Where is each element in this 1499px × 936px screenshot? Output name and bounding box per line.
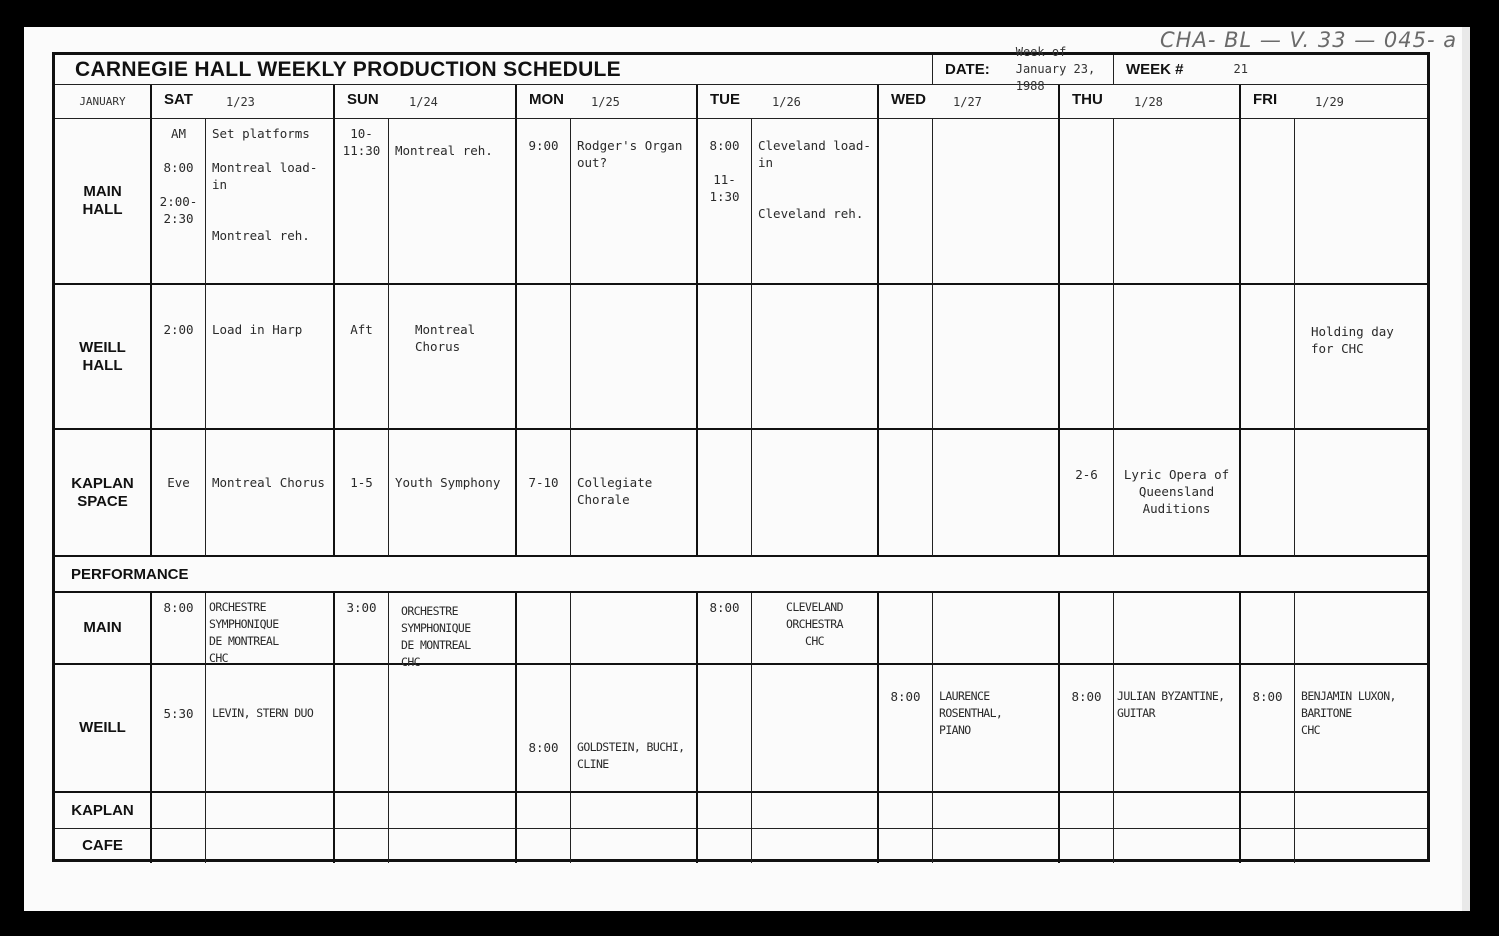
kaplan-space-fri-time <box>1241 430 1295 557</box>
day-name: FRI <box>1253 91 1278 108</box>
perf-weill-wed-time: 8:00 <box>879 665 933 793</box>
perf-weill-sat-event: LEVIN, STERN DUO <box>206 665 335 793</box>
weill-hall-tue-event <box>752 285 879 430</box>
kaplan-space-fri-event <box>1295 430 1427 557</box>
perf-kaplan-wed-time <box>879 793 933 829</box>
day-name: THU <box>1072 91 1103 108</box>
perf-kaplan-fri-event <box>1295 793 1427 829</box>
perf-kaplan-tue-event <box>752 793 879 829</box>
day-date: 1/23 <box>226 95 255 109</box>
perf-weill-thu-event: JULIAN BYZANTINE, GUITAR <box>1114 665 1241 793</box>
date-label: DATE: <box>945 61 990 78</box>
weill-hall-thu-time <box>1060 285 1114 430</box>
perf-cafe-thu-time <box>1060 829 1114 863</box>
perf-main-thu-time <box>1060 593 1114 665</box>
perf-cafe-thu-event <box>1114 829 1241 863</box>
day-header-wed <box>879 85 1060 119</box>
kaplan-space-tue-time <box>698 430 752 557</box>
day-date: 1/26 <box>772 95 801 109</box>
weill-hall-tue-time <box>698 285 752 430</box>
perf-main-wed-time <box>879 593 933 665</box>
main-hall-fri-time <box>1241 119 1295 285</box>
weill-hall-sun-time: Aft <box>335 285 389 430</box>
weill-hall-fri-event: Holding day for CHC <box>1295 285 1427 430</box>
perf-weill-thu-time: 8:00 <box>1060 665 1114 793</box>
day-name: MON <box>529 91 564 108</box>
perf-cafe-sat-time <box>152 829 206 863</box>
perf-kaplan-sat-event <box>206 793 335 829</box>
perf-weill-fri-time: 8:00 <box>1241 665 1295 793</box>
perf-cafe-wed-time <box>879 829 933 863</box>
perf-main-sat-time: 8:00 <box>152 593 206 665</box>
perf-cafe-fri-time <box>1241 829 1295 863</box>
main-hall-fri-event <box>1295 119 1427 285</box>
kaplan-space-sat-event: Montreal Chorus <box>206 430 335 557</box>
row-label-kaplan-space: KAPLAN SPACE <box>55 430 152 557</box>
kaplan-space-thu-time: 2-6 <box>1060 430 1114 557</box>
perf-main-mon-time <box>517 593 571 665</box>
perf-cafe-sun-time <box>335 829 389 863</box>
perf-main-fri-event <box>1295 593 1427 665</box>
row-label-main-hall: MAIN HALL <box>55 119 152 285</box>
perf-main-wed-event <box>933 593 1060 665</box>
day-date: 1/27 <box>953 95 982 109</box>
perf-weill-fri-event: BENJAMIN LUXON, BARITONE CHC <box>1295 665 1427 793</box>
kaplan-space-sun-time: 1-5 <box>335 430 389 557</box>
day-header-mon <box>517 85 698 119</box>
main-hall-tue-time: 8:00 11- 1:30 <box>698 119 752 285</box>
kaplan-space-wed-time <box>879 430 933 557</box>
main-hall-thu-time <box>1060 119 1114 285</box>
row-label-weill-hall: WEILL HALL <box>55 285 152 430</box>
paper-edge <box>1462 27 1470 911</box>
weill-hall-wed-event <box>933 285 1060 430</box>
perf-weill-sun-time <box>335 665 389 793</box>
kaplan-space-mon-time: 7-10 <box>517 430 571 557</box>
day-date: 1/24 <box>409 95 438 109</box>
perf-kaplan-wed-event <box>933 793 1060 829</box>
month-label: JANUARY <box>55 85 152 119</box>
day-name: SUN <box>347 91 379 108</box>
perf-main-sat-event: ORCHESTRE SYMPHONIQUE DE MONTREAL CHC <box>206 593 335 665</box>
perf-weill-wed-event: LAURENCE ROSENTHAL, PIANO <box>933 665 1060 793</box>
day-header-sat <box>152 85 335 119</box>
perf-kaplan-mon-event <box>571 793 698 829</box>
kaplan-space-wed-event <box>933 430 1060 557</box>
weill-hall-wed-time <box>879 285 933 430</box>
perf-main-fri-time <box>1241 593 1295 665</box>
main-hall-tue-event: Cleveland load-in Cleveland reh. <box>752 119 879 285</box>
perf-cafe-tue-time <box>698 829 752 863</box>
main-hall-wed-time <box>879 119 933 285</box>
week-label: WEEK # <box>1126 61 1184 78</box>
perf-weill-mon-event: GOLDSTEIN, BUCHI, CLINE <box>571 665 698 793</box>
main-hall-mon-time: 9:00 <box>517 119 571 285</box>
perf-main-sun-time: 3:00 <box>335 593 389 665</box>
week-value: 21 <box>1233 62 1248 76</box>
day-header-sun <box>335 85 517 119</box>
row-label-cafe: CAFE <box>55 829 152 863</box>
day-header-tue <box>698 85 879 119</box>
schedule-title: CARNEGIE HALL WEEKLY PRODUCTION SCHEDULE <box>55 55 933 85</box>
perf-cafe-mon-time <box>517 829 571 863</box>
day-header-fri <box>1241 85 1427 119</box>
kaplan-space-tue-event <box>752 430 879 557</box>
perf-main-mon-event <box>571 593 698 665</box>
kaplan-space-sat-time: Eve <box>152 430 206 557</box>
weill-hall-sat-time: 2:00 <box>152 285 206 430</box>
row-label-main: MAIN <box>55 593 152 665</box>
perf-cafe-sun-event <box>389 829 517 863</box>
main-hall-mon-event: Rodger's Organ out? <box>571 119 698 285</box>
date-value: Week of January 23, 1988 <box>1015 45 1096 93</box>
perf-weill-mon-time: 8:00 <box>517 665 571 793</box>
perf-kaplan-sat-time <box>152 793 206 829</box>
production-schedule-table <box>52 45 1430 862</box>
row-label-kaplan: KAPLAN <box>55 793 152 829</box>
main-hall-thu-event <box>1114 119 1241 285</box>
perf-cafe-wed-event <box>933 829 1060 863</box>
weill-hall-sat-event: Load in Harp <box>206 285 335 430</box>
kaplan-space-mon-event: Collegiate Chorale <box>571 430 698 557</box>
row-label-weill: WEILL <box>55 665 152 793</box>
perf-kaplan-mon-time <box>517 793 571 829</box>
day-header-thu <box>1060 85 1241 119</box>
day-name: WED <box>891 91 926 108</box>
main-hall-wed-event <box>933 119 1060 285</box>
main-hall-sat-event: Set platforms Montreal load-in Montreal reh. <box>206 119 335 285</box>
perf-kaplan-sun-event <box>389 793 517 829</box>
day-name: TUE <box>710 91 740 108</box>
perf-weill-tue-time <box>698 665 752 793</box>
weill-hall-mon-event <box>571 285 698 430</box>
day-name: SAT <box>164 91 193 108</box>
handwritten-catalog-number: CHA- BL — V. 33 — 045- a <box>1160 28 1458 52</box>
perf-weill-tue-event <box>752 665 879 793</box>
perf-main-tue-event: CLEVELAND ORCHESTRA CHC <box>752 593 879 665</box>
day-date: 1/29 <box>1315 95 1344 109</box>
day-date: 1/25 <box>591 95 620 109</box>
week-field <box>1114 55 1427 85</box>
perf-kaplan-sun-time <box>335 793 389 829</box>
perf-kaplan-tue-time <box>698 793 752 829</box>
weill-hall-thu-event <box>1114 285 1241 430</box>
kaplan-space-sun-event: Youth Symphony <box>389 430 517 557</box>
perf-cafe-mon-event <box>571 829 698 863</box>
day-date: 1/28 <box>1134 95 1163 109</box>
main-hall-sun-event: Montreal reh. <box>389 119 517 285</box>
weill-hall-sun-event: Montreal Chorus <box>389 285 517 430</box>
perf-main-tue-time: 8:00 <box>698 593 752 665</box>
perf-cafe-sat-event <box>206 829 335 863</box>
perf-cafe-fri-event <box>1295 829 1427 863</box>
perf-weill-sat-time: 5:30 <box>152 665 206 793</box>
kaplan-space-thu-event: Lyric Opera of Queensland Auditions <box>1114 430 1241 557</box>
perf-main-sun-event: ORCHESTRE SYMPHONIQUE DE MONTREAL CHC <box>389 593 517 665</box>
perf-kaplan-thu-event <box>1114 793 1241 829</box>
date-field <box>933 45 1114 93</box>
perf-cafe-tue-event <box>752 829 879 863</box>
perf-weill-sun-event <box>389 665 517 793</box>
performance-section-label: PERFORMANCE <box>55 557 1427 593</box>
perf-kaplan-fri-time <box>1241 793 1295 829</box>
main-hall-sat-time: AM 8:00 2:00- 2:30 <box>152 119 206 285</box>
main-hall-sun-time: 10- 11:30 <box>335 119 389 285</box>
perf-main-thu-event <box>1114 593 1241 665</box>
weill-hall-mon-time <box>517 285 571 430</box>
weill-hall-fri-time <box>1241 285 1295 430</box>
perf-kaplan-thu-time <box>1060 793 1114 829</box>
